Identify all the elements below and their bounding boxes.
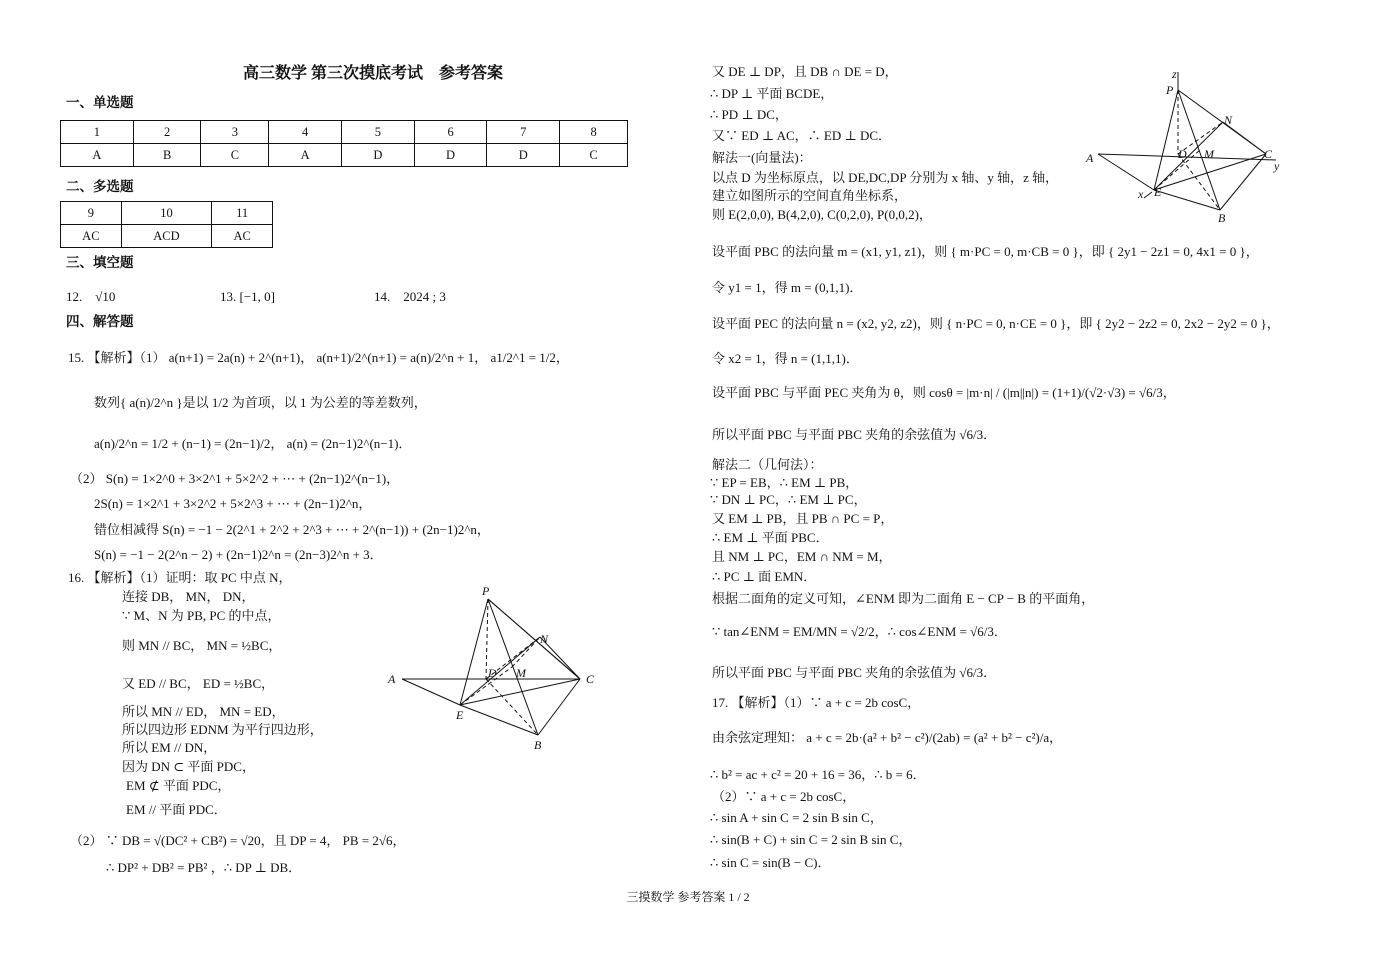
figure-label: z	[1172, 67, 1177, 81]
table-cell: 10	[121, 202, 212, 225]
q16-coordinates: 则 E(2,0,0), B(4,2,0), C(0,2,0), P(0,0,2)，	[712, 207, 932, 222]
q17-line: ∴ sin(B + C) + sin C = 2 sin B sin C，	[710, 832, 912, 847]
figure-label: E	[1154, 185, 1162, 199]
figure-label: C	[1264, 147, 1273, 161]
table-row	[61, 144, 628, 167]
q17-part1: 17. 【解析】（1）∵ a + c = 2b cosC，	[712, 695, 921, 710]
figure-label: A	[1086, 151, 1094, 165]
section-single-choice-heading: 一、单选题	[66, 95, 134, 110]
page-title: 高三数学 第三次摸底考试 参考答案	[243, 65, 504, 82]
q15-general-term: a(n)/2^n = 1/2 + (n−1) = (2n−1)/2， a(n) = (2n−1)2^(n−1)．	[94, 436, 412, 451]
q15-result: S(n) = −1 − 2(2^n − 2) + (2n−1)2^n = (2n−3)2^n + 3．	[94, 547, 383, 562]
q16-line: 以点 D 为坐标原点，以 DE,DC,DP 分别为 x 轴、y 轴，z 轴，	[712, 170, 1059, 185]
table-cell: 6	[414, 121, 487, 144]
q16-line: ∴ EM ⊥ 平面 PBC．	[712, 530, 829, 545]
figure-label: D	[1178, 147, 1187, 161]
figure-label: y	[1274, 159, 1280, 173]
q16-part1: 16. 【解析】（1）证明：取 PC 中点 N，	[68, 570, 292, 585]
tan-angle: ∵ tan∠ENM = EM/MN = √2/2，∴ cos∠ENM = √6/3．	[712, 624, 1007, 639]
cos-theta: 设平面 PBC 与平面 PEC 夹角为 θ，则 cosθ = |m·n| / (|m||n|) = (1+1)/(√2·√3) = √6/3，	[712, 385, 1176, 400]
table-cell: D	[487, 144, 560, 167]
q16-line: 所以 EM // DN，	[122, 740, 217, 755]
table-cell: 3	[201, 121, 269, 144]
table-row	[61, 202, 273, 225]
section-solutions-heading: 四、解答题	[66, 314, 134, 329]
figure-label: B	[1218, 211, 1226, 225]
q15-sn: （2） S(n) = 1×2^0 + 3×2^1 + 5×2^2 + ⋯ + (2n−1)2^(n−1)，	[70, 471, 400, 486]
table-cell: C	[201, 144, 269, 167]
table-cell: A	[61, 144, 134, 167]
table-cell: 4	[269, 121, 342, 144]
q16-line: 又∵ ED ⊥ AC，∴ ED ⊥ DC．	[712, 128, 892, 143]
normal-vector-n: 设平面 PEC 的法向量 n = (x2, y2, z2)，则 { n·PC = 0, n·CE = 0 }，即 { 2y2 − 2z2 = 0, 2x2 − 2y2 = 0 }，	[712, 316, 1280, 331]
figure-label: D	[488, 666, 497, 680]
figure-label: E	[456, 708, 464, 722]
q17-cosine-law: 由余弦定理知： a + c = 2b·(a² + b² − c²)/(2ab) = (a² + b² − c²)/a，	[712, 730, 1063, 745]
table-cell: 9	[61, 202, 122, 225]
q16-line: 令 x2 = 1，得 n = (1,1,1)．	[712, 351, 859, 366]
q15-subtract: 错位相减得 S(n) = −1 − 2(2^1 + 2^2 + 2^3 + ⋯ + 2^(n−1)) + (2n−1)2^n，	[94, 522, 490, 537]
pyramid-figure-left	[380, 585, 620, 755]
q17-part2: （2）∵ a + c = 2b cosC，	[712, 789, 856, 804]
q16-line: ∴ PD ⊥ DC，	[710, 107, 788, 122]
figure-label: A	[388, 672, 396, 686]
section-fill-blank-heading: 三、填空题	[66, 255, 134, 270]
q17-b-value: ∴ b² = ac + c² = 20 + 16 = 36，∴ b = 6．	[710, 767, 926, 782]
q16-line: 又 EM ⊥ PB，且 PB ∩ PC = P，	[712, 511, 894, 526]
figure-label: M	[516, 666, 526, 680]
q16-part2-conclusion: ∴ DP² + DB² = PB² ，∴ DP ⊥ DB．	[106, 860, 302, 875]
table-cell: D	[414, 144, 487, 167]
q16-line: 建立如图所示的空间直角坐标系，	[712, 188, 908, 203]
table-cell: AC	[61, 225, 122, 248]
table-row	[61, 225, 273, 248]
q16-line: 且 NM ⊥ PC，EM ∩ NM = M，	[712, 549, 892, 564]
table-cell: B	[133, 144, 201, 167]
table-cell: AC	[212, 225, 273, 248]
q16-line: EM // 平面 PDC．	[126, 802, 227, 817]
method2-heading: 解法二（几何法）：	[712, 457, 823, 472]
table-cell: ACD	[121, 225, 212, 248]
figure-label: B	[534, 738, 542, 752]
pyramid-figure-right	[1080, 66, 1290, 226]
method1-heading: 解法一(向量法)：	[712, 150, 812, 165]
q16-line: ∵ M、N 为 PB, PC 的中点，	[122, 608, 281, 623]
q16-answer-2: 所以平面 PBC 与平面 PBC 夹角的余弦值为 √6/3．	[712, 665, 997, 680]
q16-line: EM ⊄ 平面 PDC，	[126, 778, 231, 793]
q16-line: 连接 DB， MN， DN，	[122, 589, 255, 604]
q16-line: 则 MN // BC， MN = ½BC，	[122, 638, 282, 653]
q16-line: 所以四边形 EDNM 为平行四边形，	[122, 722, 323, 737]
q16-answer-1: 所以平面 PBC 与平面 PBC 夹角的余弦值为 √6/3．	[712, 427, 997, 442]
figure-label: N	[1224, 113, 1233, 127]
figure-label: x	[1138, 187, 1144, 201]
table-cell: 7	[487, 121, 560, 144]
page-footer: 三摸数学 参考答案 1 / 2	[626, 890, 750, 904]
figure-label: N	[540, 632, 549, 646]
q17-line: ∴ sin A + sin C = 2 sin B sin C，	[710, 810, 883, 825]
table-cell: C	[560, 144, 628, 167]
q16-part2: （2） ∵ DB = √(DC² + CB²) = √20，且 DP = 4， PB = 2√6，	[70, 833, 406, 848]
section-multi-choice-heading: 二、多选题	[66, 179, 134, 194]
figure-label: P	[482, 585, 490, 598]
q16-line: ∵ DN ⊥ PC，∴ EM ⊥ PC，	[710, 492, 867, 507]
table-cell: 11	[212, 202, 273, 225]
table-cell: 8	[560, 121, 628, 144]
q16-line: 因为 DN ⊂ 平面 PDC，	[122, 759, 255, 774]
answer-12: 12. √10	[66, 289, 116, 304]
table-cell: 2	[133, 121, 201, 144]
multi-choice-table	[60, 201, 273, 248]
figure-label: P	[1166, 83, 1174, 97]
q16-line: ∴ DP ⊥ 平面 BCDE，	[710, 86, 834, 101]
q16-line: 又 DE ⊥ DP，且 DB ∩ DE = D，	[712, 64, 898, 79]
single-choice-table	[60, 120, 628, 167]
answer-13: 13. [−1, 0]	[220, 289, 275, 304]
table-cell: D	[341, 144, 414, 167]
q16-line: 根据二面角的定义可知，∠ENM 即为二面角 E − CP − B 的平面角，	[712, 591, 1095, 606]
q16-line: ∴ PC ⊥ 面 EMN．	[712, 569, 817, 584]
figure-label: C	[586, 672, 595, 686]
figure-label: M	[1204, 147, 1214, 161]
q16-line: 又 ED // BC， ED = ½BC，	[122, 676, 275, 691]
q16-line: ∵ EP = EB，∴ EM ⊥ PB，	[710, 475, 859, 490]
table-cell: 1	[61, 121, 134, 144]
q15-2sn: 2S(n) = 1×2^1 + 3×2^2 + 5×2^3 + ⋯ + (2n−1)2^n，	[94, 496, 372, 511]
q16-line: 所以 MN // ED， MN = ED，	[122, 704, 285, 719]
table-row	[61, 121, 628, 144]
answer-14: 14. 2024 ; 3	[374, 289, 446, 304]
table-cell: A	[269, 144, 342, 167]
q15-part1: 15. 【解析】（1） a(n+1) = 2a(n) + 2^(n+1)， a(n+1)/2^(n+1) = a(n)/2^n + 1， a1/2^1 = 1/2，	[68, 350, 569, 365]
q17-line: ∴ sin C = sin(B − C)．	[710, 855, 831, 870]
q15-sequence-statement: 数列{ a(n)/2^n }是以 1/2 为首项，以 1 为公差的等差数列，	[94, 395, 427, 410]
q16-line: 令 y1 = 1，得 m = (0,1,1)．	[712, 280, 863, 295]
table-cell: 5	[341, 121, 414, 144]
normal-vector-m: 设平面 PBC 的法向量 m = (x1, y1, z1)，则 { m·PC = 0, m·CB = 0 }，即 { 2y1 − 2z1 = 0, 4x1 = 0 }，	[712, 244, 1259, 259]
